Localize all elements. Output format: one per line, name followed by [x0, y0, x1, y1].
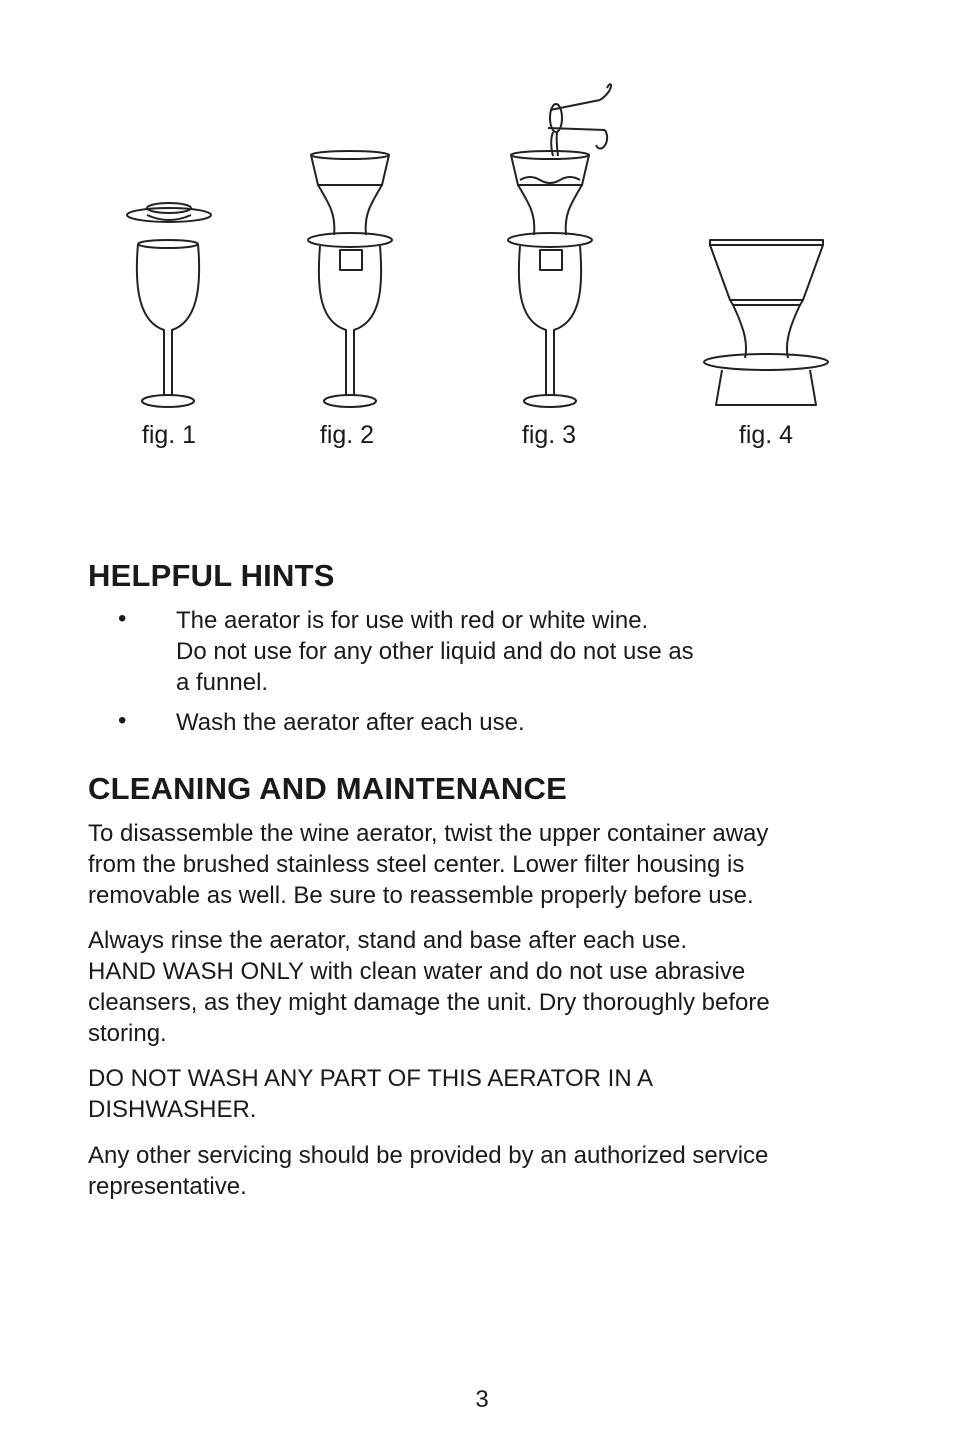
cleaning-p4-line-1: Any other servicing should be provided by an authorized service — [88, 1142, 769, 1169]
fig2-caption: fig. 2 — [319, 421, 375, 449]
figures-row — [0, 0, 954, 470]
bullet-2-marker: • — [118, 707, 127, 734]
cleaning-paragraph-4 — [88, 1140, 878, 1202]
cleaning-p3-line-2: DISHWASHER. — [88, 1096, 257, 1123]
cleaning-p2-line-2: HAND WASH ONLY with clean water and do not use abrasive — [88, 958, 746, 985]
fig3-caption: fig. 3 — [521, 421, 577, 449]
hint-item-1-line-2: Do not use for any other liquid and do not use as — [176, 638, 694, 665]
cleaning-paragraph-3 — [88, 1063, 878, 1125]
cleaning-p2-line-1: Always rinse the aerator, stand and base after each use. — [88, 927, 688, 954]
hint-item-2 — [176, 707, 816, 738]
fig3-illustration — [508, 84, 611, 407]
helpful-hints-heading: HELPFUL HINTS — [88, 558, 335, 593]
cleaning-p4-line-2: representative. — [88, 1173, 247, 1200]
page-number: 3 — [475, 1386, 489, 1413]
cleaning-paragraph-1 — [88, 818, 878, 911]
fig2-illustration — [308, 151, 392, 407]
hint-item-2-line-1: Wash the aerator after each use. — [176, 709, 525, 736]
cleaning-p2-line-3: cleansers, as they might damage the unit. Dry thoroughly before — [88, 989, 770, 1016]
hint-item-1-line-1: The aerator is for use with red or white wine. — [176, 607, 649, 634]
fig4-illustration — [704, 240, 828, 405]
cleaning-p1-line-1: To disassemble the wine aerator, twist the upper container away — [88, 820, 769, 847]
fig1-illustration — [127, 203, 211, 407]
cleaning-p1-line-2: from the brushed stainless steel center. Lower filter housing is — [88, 851, 745, 878]
cleaning-paragraph-2 — [88, 925, 878, 1049]
fig1-caption: fig. 1 — [141, 421, 197, 449]
hint-item-1 — [176, 605, 816, 698]
cleaning-p1-line-3: removable as well. Be sure to reassemble properly before use. — [88, 882, 754, 909]
cleaning-heading: CLEANING AND MAINTENANCE — [88, 771, 567, 806]
hint-item-1-line-3: a funnel. — [176, 669, 269, 696]
cleaning-p2-line-4: storing. — [88, 1020, 167, 1047]
fig4-caption: fig. 4 — [738, 421, 794, 449]
bullet-1-marker: • — [118, 605, 127, 632]
cleaning-p3-line-1: DO NOT WASH ANY PART OF THIS AERATOR IN A — [88, 1065, 654, 1092]
